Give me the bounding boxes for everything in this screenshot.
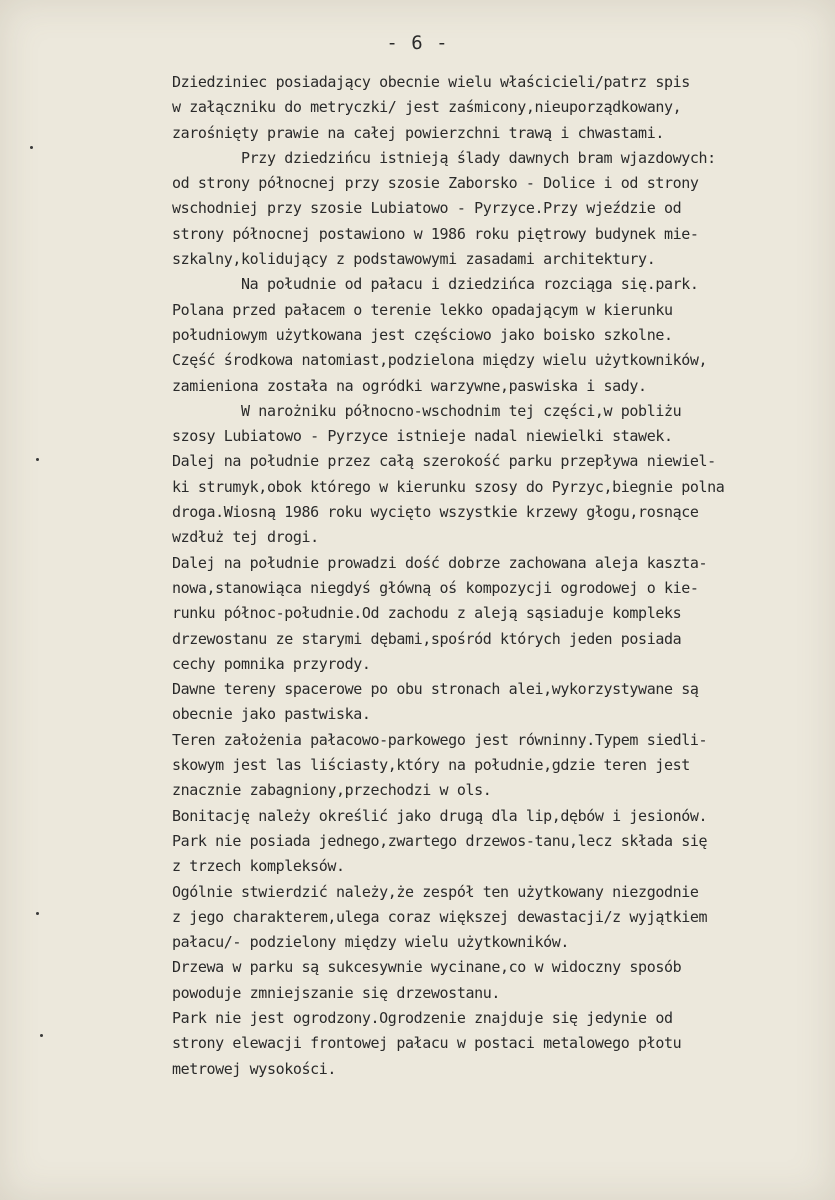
text-line: Drzewa w parku są sukcesywnie wycinane,co w widoczny sposób [172,958,682,977]
text-line: metrowej wysokości. [172,1059,336,1078]
margin-speck [30,146,33,149]
text-line: Dalej na południe prowadzi dość dobrze zachowana aleja kaszta- [172,553,708,572]
text-line: od strony północnej przy szosie Zaborsko - Dolice i od strony [172,174,699,193]
text-line: drzewostanu ze starymi dębami,spośród których jeden posiada [172,629,682,648]
typed-text-body [172,70,827,1082]
text-line: szkalny,kolidujący z podstawowymi zasadami architektury. [172,250,656,269]
text-line: Przy dziedzińcu istnieją ślady dawnych bram wjazdowych: [172,148,716,167]
text-line: obecnie jako pastwiska. [172,705,371,724]
text-line: W narożniku północno-wschodnim tej części,w pobliżu [172,401,682,420]
text-line: Na południe od pałacu i dziedzińca rozciąga się.park. [172,275,699,294]
text-line: Dalej na południe przez całą szerokość parku przepływa niewiel- [172,452,716,471]
text-line: z trzech kompleksów. [172,857,345,876]
text-line: Dawne tereny spacerowe po obu stronach alei,wykorzystywane są [172,680,699,699]
text-line: szosy Lubiatowo - Pyrzyce istnieje nadal niewielki stawek. [172,427,673,446]
text-line: zamieniona została na ogródki warzywne,paswiska i sady. [172,376,647,395]
text-line: Ogólnie stwierdzić należy,że zespół ten użytkowany niezgodnie [172,882,699,901]
text-line: skowym jest las liściasty,który na południe,gdzie teren jest [172,756,690,775]
text-line: powoduje zmniejszanie się drzewostanu. [172,983,500,1002]
text-line: zarośnięty prawie na całej powierzchni trawą i chwastami. [172,123,664,142]
text-line: Dziedziniec posiadający obecnie wielu właścicieli/patrz spis [172,73,690,91]
text-line: z jego charakterem,ulega coraz większej dewastacji/z wyjątkiem [172,907,708,926]
margin-speck [40,1034,43,1037]
text-line: Teren założenia pałacowo-parkowego jest równinny.Typem siedli- [172,730,708,749]
text-line: w załączniku do metryczki/ jest zaśmicony,nieuporządkowany, [172,98,682,117]
text-line: cechy pomnika przyrody. [172,654,371,673]
text-line: wschodniej przy szosie Lubiatowo - Pyrzyce.Przy wjeździe od [172,199,682,218]
text-line: strony elewacji frontowej pałacu w postaci metalowego płotu [172,1034,682,1053]
text-line: strony północnej postawiono w 1986 roku piętrowy budynek mie- [172,224,699,243]
margin-speck [36,912,39,915]
text-line: Park nie jest ogrodzony.Ogrodzenie znajduje się jedynie od [172,1008,673,1027]
text-line: Bonitację należy określić jako drugą dla lip,dębów i jesionów. [172,806,708,825]
text-line: ki strumyk,obok którego w kierunku szosy do Pyrzyc,biegnie polna [172,477,725,496]
text-line: południowym użytkowana jest częściowo jako boisko szkolne. [172,325,673,344]
page-number: - 6 - [386,32,449,54]
text-line: pałacu/- podzielony między wielu użytkowników. [172,933,570,952]
text-line: Część środkowa natomiast,podzielona między wielu użytkowników, [172,351,708,370]
margin-speck [36,458,39,461]
text-line: droga.Wiosną 1986 roku wycięto wszystkie krzewy głogu,rosnące [172,503,699,522]
text-line: Park nie posiada jednego,zwartego drzewos-tanu,lecz składa się [172,831,708,850]
text-line: Polana przed pałacem o terenie lekko opadającym w kierunku [172,300,673,319]
text-line: runku północ-południe.Od zachodu z aleją sąsiaduje kompleks [172,604,682,623]
text-line: nowa,stanowiąca niegdyś główną oś kompozycji ogrodowej o kie- [172,578,699,597]
text-line: znacznie zabagniony,przechodzi w ols. [172,781,492,800]
text-line: wzdłuż tej drogi. [172,528,319,547]
